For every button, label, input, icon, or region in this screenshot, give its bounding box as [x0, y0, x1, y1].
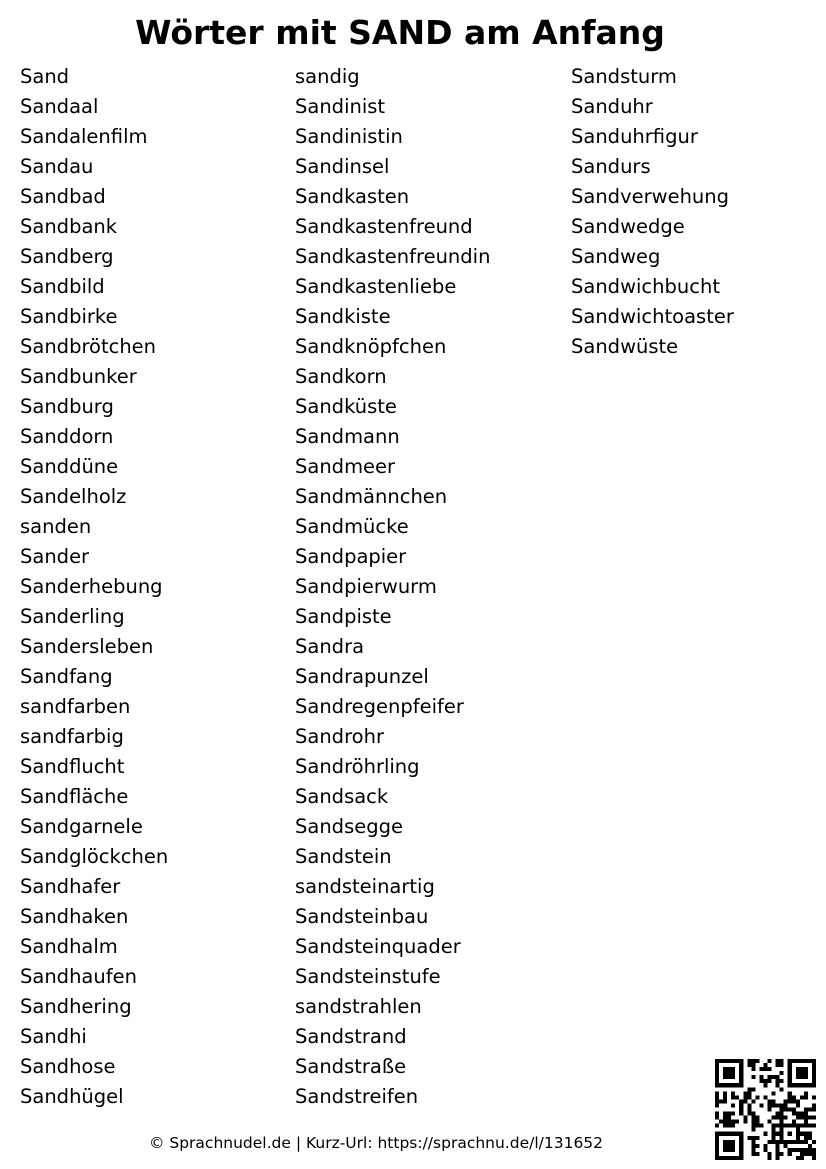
word-item: Sandra: [295, 635, 365, 658]
word-item: Sandbrötchen: [20, 335, 157, 358]
word-item: Sanderhebung: [20, 575, 163, 598]
word-item: sanden: [20, 515, 92, 538]
qr-code-icon: [715, 1059, 816, 1160]
word-item: Sandknöpfchen: [295, 335, 447, 358]
word-item: Sandinsel: [295, 155, 390, 178]
word-item: Sandküste: [295, 395, 397, 418]
word-item: Sandmännchen: [295, 485, 448, 508]
word-item: Sandfang: [20, 665, 113, 688]
word-item: Sandaal: [20, 95, 99, 118]
word-item: Sandstein: [295, 845, 392, 868]
word-item: Sandwichbucht: [571, 275, 720, 298]
word-item: Sandgarnele: [20, 815, 143, 838]
word-item: Sandhose: [20, 1055, 116, 1078]
word-item: Sandhaken: [20, 905, 129, 928]
word-item: Sandbunker: [20, 365, 137, 388]
word-item: Sandrapunzel: [295, 665, 429, 688]
word-item: Sandrohr: [295, 725, 384, 748]
word-item: Sandstrand: [295, 1025, 407, 1048]
word-item: Sand: [20, 65, 70, 88]
word-item: Sandfläche: [20, 785, 129, 808]
word-item: Sandsteinbau: [295, 905, 429, 928]
word-item: Sandurs: [571, 155, 651, 178]
word-item: Sandmeer: [295, 455, 396, 478]
word-item: Sandinistin: [295, 125, 403, 148]
word-item: Sandbank: [20, 215, 118, 238]
word-item: sandig: [295, 65, 360, 88]
word-item: Sandweg: [571, 245, 661, 268]
word-item: Sandbad: [20, 185, 106, 208]
word-item: Sanduhr: [571, 95, 653, 118]
word-item: sandstrahlen: [295, 995, 422, 1018]
word-item: Sandkastenfreund: [295, 215, 473, 238]
word-item: Sandhering: [20, 995, 132, 1018]
word-item: Sandersleben: [20, 635, 154, 658]
word-item: Sandpiste: [295, 605, 392, 628]
word-item: Sandhalm: [20, 935, 118, 958]
word-item: Sandhi: [20, 1025, 87, 1048]
word-item: Sandstreifen: [295, 1085, 419, 1108]
word-item: Sandpierwurm: [295, 575, 437, 598]
word-item: Sandkastenfreundin: [295, 245, 491, 268]
word-item: Sandpapier: [295, 545, 407, 568]
word-item: sandsteinartig: [295, 875, 435, 898]
word-item: Sandhügel: [20, 1085, 124, 1108]
word-item: Sanderling: [20, 605, 125, 628]
word-item: Sandkastenliebe: [295, 275, 457, 298]
word-item: Sandkorn: [295, 365, 387, 388]
word-item: Sandstraße: [295, 1055, 407, 1078]
word-item: Sandglöckchen: [20, 845, 169, 868]
word-item: Sandau: [20, 155, 94, 178]
word-item: Sanddüne: [20, 455, 119, 478]
word-item: Sandhaufen: [20, 965, 137, 988]
word-item: Sandsturm: [571, 65, 677, 88]
word-item: sandfarbig: [20, 725, 124, 748]
page-title: Wörter mit SAND am Anfang: [135, 13, 665, 52]
word-item: Sandsegge: [295, 815, 403, 838]
word-item: Sandsteinquader: [295, 935, 461, 958]
word-item: Sandelholz: [20, 485, 127, 508]
word-item: Sandburg: [20, 395, 114, 418]
word-item: Sanddorn: [20, 425, 114, 448]
word-item: Sandsack: [295, 785, 389, 808]
word-item: Sandkasten: [295, 185, 410, 208]
word-item: Sandbirke: [20, 305, 118, 328]
word-item: Sandverwehung: [571, 185, 730, 208]
word-item: Sandkiste: [295, 305, 391, 328]
word-item: Sandhafer: [20, 875, 121, 898]
word-item: Sandalenfilm: [20, 125, 148, 148]
word-item: Sander: [20, 545, 90, 568]
word-column-1: [20, 62, 168, 1112]
word-item: Sandberg: [20, 245, 114, 268]
word-column-2: [295, 62, 490, 1112]
footer-credit: © Sprachnudel.de | Kurz-Url: https://sprachnu.de/l/131652: [148, 1134, 604, 1152]
word-item: Sandregenpfeifer: [295, 695, 464, 718]
word-item: sandfarben: [20, 695, 131, 718]
word-item: Sandsteinstufe: [295, 965, 441, 988]
word-item: Sandmücke: [295, 515, 409, 538]
word-item: Sandröhrling: [295, 755, 420, 778]
word-item: Sandbild: [20, 275, 105, 298]
word-item: Sandwedge: [571, 215, 685, 238]
word-item: Sandwüste: [571, 335, 679, 358]
word-column-3: [571, 62, 734, 362]
word-item: Sandwichtoaster: [571, 305, 734, 328]
word-item: Sandinist: [295, 95, 386, 118]
word-item: Sandmann: [295, 425, 400, 448]
word-item: Sandflucht: [20, 755, 125, 778]
word-item: Sanduhrfigur: [571, 125, 698, 148]
